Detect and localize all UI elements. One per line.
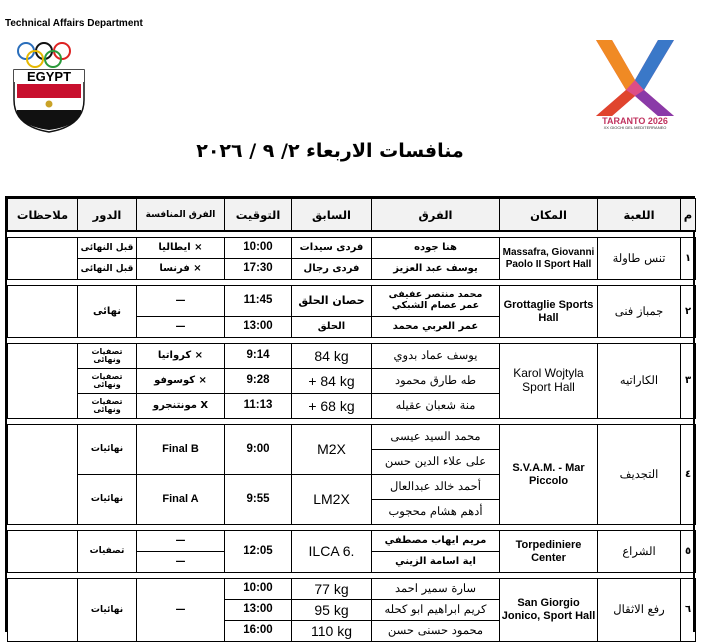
event-cell: + 68 kg — [292, 394, 372, 419]
round-cell: تصفيات ونهائى — [78, 369, 137, 394]
row-number: ١ — [681, 238, 696, 280]
svg-text:EGYPT: EGYPT — [26, 69, 72, 84]
event-cell: حصان الحلق — [292, 286, 372, 317]
table-row — [8, 238, 696, 259]
egypt-olympic-logo — [12, 40, 86, 134]
team-cell: منة شعبان عقيله — [372, 394, 500, 419]
team-member: أحمد خالد عبدالعال — [372, 475, 500, 500]
col-header-sport: اللعبة — [598, 199, 681, 232]
schedule-table — [5, 196, 695, 639]
round-cell: تصفيات ونهائى — [78, 394, 137, 419]
opponent-cell: × كوسوفو — [137, 369, 225, 394]
opponent-cell: — — [137, 317, 225, 338]
team-cell: محمود حسنى حسن — [372, 621, 500, 642]
header-row — [8, 199, 696, 232]
round-cell: تصفيات — [78, 531, 137, 573]
notes-cell — [8, 425, 78, 525]
time-cell: 9:14 — [225, 344, 292, 369]
venue-cell: Karol Wojtyla Sport Hall — [500, 344, 598, 419]
round-cell: نهائيات — [78, 475, 137, 525]
taranto-2026-logo — [590, 38, 680, 130]
team-cell — [372, 286, 500, 317]
event-cell: 95 kg — [292, 600, 372, 621]
sport-cell: جمباز فنى — [598, 286, 681, 338]
round-cell: قبل النهائى — [78, 259, 137, 280]
notes-cell — [8, 531, 78, 573]
event-cell: ILCA 6. — [292, 531, 372, 573]
venue-cell: Massafra, Giovanni Paolo II Sport Hall — [500, 238, 598, 280]
opponent-cell: X مونتنجرو — [137, 394, 225, 419]
venue-cell: Grottaglie Sports Hall — [500, 286, 598, 338]
round-cell: نهائيات — [78, 425, 137, 475]
table-row — [8, 531, 696, 552]
team-member: محمد منتصر عفيفى — [388, 289, 483, 301]
notes-cell — [8, 579, 78, 642]
sport-cell: الشراع — [598, 531, 681, 573]
col-header-event: السابق — [292, 199, 372, 232]
round-cell: نهائيات — [78, 579, 137, 642]
team-cell: هنا جوده — [372, 238, 500, 259]
team-member: أدهم هشام محجوب — [372, 500, 500, 525]
notes-cell — [8, 238, 78, 280]
time-cell: 13:00 — [225, 317, 292, 338]
row-number: ٥ — [681, 531, 696, 573]
team-member: على علاء الدين حسن — [372, 450, 500, 475]
row-number: ٣ — [681, 344, 696, 419]
opponent-cell: × كرواتيا — [137, 344, 225, 369]
col-header-venue: المكان — [500, 199, 598, 232]
time-cell: 10:00 — [225, 238, 292, 259]
sport-cell: التجديف — [598, 425, 681, 525]
sport-cell: رفع الاثقال — [598, 579, 681, 642]
opponent-cell: Final B — [137, 425, 225, 475]
col-header-team: الفرق — [372, 199, 500, 232]
time-cell: 12:05 — [225, 531, 292, 573]
event-cell: فردى رجال — [292, 259, 372, 280]
time-cell: 9:00 — [225, 425, 292, 475]
round-cell: قبل النهائى — [78, 238, 137, 259]
col-header-notes: ملاحظات — [8, 199, 78, 232]
col-header-round: الدور — [78, 199, 137, 232]
event-cell: 77 kg — [292, 579, 372, 600]
team-member: مريم ايهاب مصطفي — [372, 531, 500, 552]
time-cell: 9:28 — [225, 369, 292, 394]
team-cell: طه طارق محمود — [372, 369, 500, 394]
row-number: ٤ — [681, 425, 696, 525]
opponent-cell: — — [137, 286, 225, 317]
svg-text:TARANTO 2026: TARANTO 2026 — [602, 116, 668, 126]
time-cell: 11:13 — [225, 394, 292, 419]
team-cell: يوسف عبد العزيز — [372, 259, 500, 280]
team-member: محمد السيد عيسى — [372, 425, 500, 450]
venue-cell: San Giorgio Jonico, Sport Hall — [500, 579, 598, 642]
event-cell: 84 kg — [292, 344, 372, 369]
col-header-no: م — [681, 199, 696, 232]
col-header-time: التوقيت — [225, 199, 292, 232]
row-number: ٢ — [681, 286, 696, 338]
sport-cell: تنس طاولة — [598, 238, 681, 280]
event-cell: 110 kg — [292, 621, 372, 642]
round-cell: تصفيات ونهائى — [78, 344, 137, 369]
time-cell: 10:00 — [225, 579, 292, 600]
opponent-cell: × ايطاليا — [137, 238, 225, 259]
opponent-cell: — — [137, 579, 225, 642]
round-cell: نهائى — [78, 286, 137, 338]
table-row — [8, 344, 696, 369]
event-cell: فردى سيدات — [292, 238, 372, 259]
team-member: عمر عصام الشبكي — [391, 300, 480, 311]
sport-cell: الكاراتيه — [598, 344, 681, 419]
venue-cell: S.V.A.M. - Mar Piccolo — [500, 425, 598, 525]
opponent-cell: — — [137, 552, 225, 573]
opponent-cell: — — [137, 531, 225, 552]
event-cell: M2X — [292, 425, 372, 475]
table-row — [8, 425, 696, 450]
time-cell: 17:30 — [225, 259, 292, 280]
event-cell: LM2X — [292, 475, 372, 525]
table-row — [8, 579, 696, 600]
team-member: اية اسامة الزيني — [372, 552, 500, 573]
page-title: منافسات الاربعاء ٢/ ٩ / ٢٠٢٦ — [196, 140, 464, 162]
row-number: ٦ — [681, 579, 696, 642]
opponent-cell: Final A — [137, 475, 225, 525]
table-row — [8, 286, 696, 317]
event-cell: الحلق — [292, 317, 372, 338]
team-cell: عمر العربي محمد — [372, 317, 500, 338]
svg-text:XX GIOCHI DEL MEDITERRANEO: XX GIOCHI DEL MEDITERRANEO — [603, 125, 667, 130]
time-cell: 16:00 — [225, 621, 292, 642]
team-cell: كريم ابراهيم ابو كحله — [372, 600, 500, 621]
notes-cell — [8, 286, 78, 338]
col-header-opponent: الفرق المنافسة — [137, 199, 225, 232]
venue-cell: Torpediniere Center — [500, 531, 598, 573]
team-cell: يوسف عماد بدوي — [372, 344, 500, 369]
opponent-cell: × فرنسا — [137, 259, 225, 280]
time-cell: 11:45 — [225, 286, 292, 317]
event-cell: + 84 kg — [292, 369, 372, 394]
team-cell: سارة سمير احمد — [372, 579, 500, 600]
notes-cell — [8, 344, 78, 419]
time-cell: 9:55 — [225, 475, 292, 525]
department-label: Technical Affairs Department — [5, 18, 143, 29]
time-cell: 13:00 — [225, 600, 292, 621]
